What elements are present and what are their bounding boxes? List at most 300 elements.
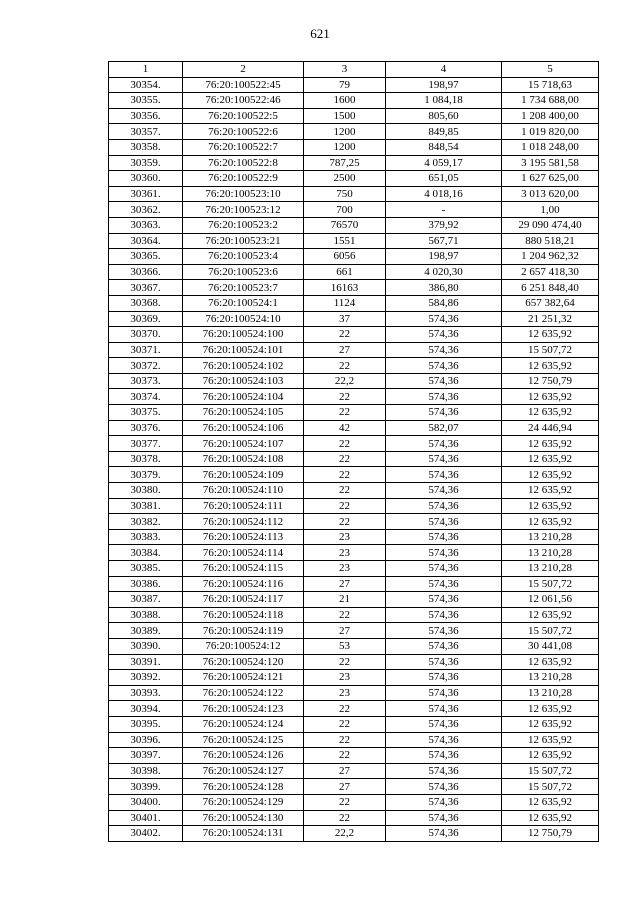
row-number-cell: 30402. — [109, 826, 183, 842]
table-row — [109, 405, 599, 421]
unit-value-cell: 574,36 — [386, 561, 502, 577]
area-cell: 21 — [304, 592, 386, 608]
table-row — [109, 685, 599, 701]
unit-value-cell: 849,85 — [386, 124, 502, 140]
row-number-cell: 30354. — [109, 77, 183, 93]
area-cell: 79 — [304, 77, 386, 93]
unit-value-cell: 574,36 — [386, 716, 502, 732]
area-cell: 1200 — [304, 124, 386, 140]
cadastral-table — [108, 61, 599, 842]
table-row — [109, 389, 599, 405]
row-number-cell: 30370. — [109, 327, 183, 343]
total-value-cell: 30 441,08 — [502, 638, 599, 654]
column-header-5: 5 — [502, 62, 599, 78]
cadastral-number-cell: 76:20:100524:10 — [183, 311, 304, 327]
table-row — [109, 217, 599, 233]
row-number-cell: 30363. — [109, 217, 183, 233]
area-cell: 22 — [304, 654, 386, 670]
table-row — [109, 108, 599, 124]
column-header-1: 1 — [109, 62, 183, 78]
area-cell: 22 — [304, 389, 386, 405]
row-number-cell: 30358. — [109, 139, 183, 155]
cadastral-number-cell: 76:20:100524:113 — [183, 529, 304, 545]
area-cell: 22 — [304, 748, 386, 764]
total-value-cell: 12 635,92 — [502, 748, 599, 764]
unit-value-cell: 574,36 — [386, 701, 502, 717]
cadastral-number-cell: 76:20:100524:1 — [183, 295, 304, 311]
table-row — [109, 264, 599, 280]
total-value-cell: 13 210,28 — [502, 545, 599, 561]
area-cell: 22 — [304, 794, 386, 810]
row-number-cell: 30388. — [109, 607, 183, 623]
unit-value-cell: 574,36 — [386, 529, 502, 545]
cadastral-number-cell: 76:20:100522:6 — [183, 124, 304, 140]
table-row — [109, 592, 599, 608]
total-value-cell: 12 635,92 — [502, 327, 599, 343]
table-row — [109, 77, 599, 93]
cadastral-number-cell: 76:20:100524:127 — [183, 763, 304, 779]
area-cell: 22 — [304, 483, 386, 499]
row-number-cell: 30392. — [109, 670, 183, 686]
unit-value-cell: 574,36 — [386, 576, 502, 592]
total-value-cell: 12 635,92 — [502, 405, 599, 421]
table-row — [109, 670, 599, 686]
table-row — [109, 139, 599, 155]
total-value-cell: 12 061,56 — [502, 592, 599, 608]
column-header-3: 3 — [304, 62, 386, 78]
unit-value-cell: 574,36 — [386, 467, 502, 483]
unit-value-cell: 386,80 — [386, 280, 502, 296]
total-value-cell: 12 635,92 — [502, 654, 599, 670]
row-number-cell: 30393. — [109, 685, 183, 701]
table-row — [109, 186, 599, 202]
cadastral-number-cell: 76:20:100522:45 — [183, 77, 304, 93]
unit-value-cell: 574,36 — [386, 810, 502, 826]
row-number-cell: 30377. — [109, 436, 183, 452]
table-row — [109, 342, 599, 358]
table-row — [109, 732, 599, 748]
unit-value-cell: 574,36 — [386, 794, 502, 810]
total-value-cell: 2 657 418,30 — [502, 264, 599, 280]
row-number-cell: 30362. — [109, 202, 183, 218]
row-number-cell: 30355. — [109, 93, 183, 109]
cadastral-number-cell: 76:20:100524:110 — [183, 483, 304, 499]
row-number-cell: 30359. — [109, 155, 183, 171]
table-row — [109, 561, 599, 577]
cadastral-number-cell: 76:20:100523:12 — [183, 202, 304, 218]
area-cell: 23 — [304, 670, 386, 686]
total-value-cell: 15 507,72 — [502, 763, 599, 779]
cadastral-number-cell: 76:20:100524:103 — [183, 373, 304, 389]
unit-value-cell: 198,97 — [386, 77, 502, 93]
area-cell: 22 — [304, 716, 386, 732]
cadastral-number-cell: 76:20:100524:102 — [183, 358, 304, 374]
row-number-cell: 30398. — [109, 763, 183, 779]
unit-value-cell: 574,36 — [386, 373, 502, 389]
total-value-cell: 29 090 474,40 — [502, 217, 599, 233]
row-number-cell: 30360. — [109, 171, 183, 187]
area-cell: 23 — [304, 685, 386, 701]
area-cell: 37 — [304, 311, 386, 327]
area-cell: 22 — [304, 514, 386, 530]
total-value-cell: 12 750,79 — [502, 373, 599, 389]
unit-value-cell: 574,36 — [386, 436, 502, 452]
table-row — [109, 280, 599, 296]
total-value-cell: 12 635,92 — [502, 483, 599, 499]
total-value-cell: 13 210,28 — [502, 561, 599, 577]
cadastral-number-cell: 76:20:100524:107 — [183, 436, 304, 452]
cadastral-number-cell: 76:20:100524:121 — [183, 670, 304, 686]
table-row — [109, 451, 599, 467]
row-number-cell: 30371. — [109, 342, 183, 358]
table-row — [109, 436, 599, 452]
row-number-cell: 30394. — [109, 701, 183, 717]
total-value-cell: 1 019 820,00 — [502, 124, 599, 140]
total-value-cell: 12 635,92 — [502, 701, 599, 717]
unit-value-cell: 574,36 — [386, 389, 502, 405]
row-number-cell: 30381. — [109, 498, 183, 514]
area-cell: 22 — [304, 327, 386, 343]
table-row — [109, 171, 599, 187]
row-number-cell: 30401. — [109, 810, 183, 826]
unit-value-cell: 574,36 — [386, 545, 502, 561]
unit-value-cell: 574,36 — [386, 405, 502, 421]
cadastral-number-cell: 76:20:100524:130 — [183, 810, 304, 826]
table-row — [109, 810, 599, 826]
cadastral-number-cell: 76:20:100524:120 — [183, 654, 304, 670]
total-value-cell: 12 635,92 — [502, 389, 599, 405]
area-cell: 2500 — [304, 171, 386, 187]
table-header-row — [109, 62, 599, 78]
total-value-cell: 1 734 688,00 — [502, 93, 599, 109]
row-number-cell: 30378. — [109, 451, 183, 467]
cadastral-number-cell: 76:20:100524:126 — [183, 748, 304, 764]
unit-value-cell: 574,36 — [386, 623, 502, 639]
unit-value-cell: 574,36 — [386, 670, 502, 686]
area-cell: 1500 — [304, 108, 386, 124]
table-row — [109, 467, 599, 483]
row-number-cell: 30390. — [109, 638, 183, 654]
table-row — [109, 124, 599, 140]
total-value-cell: 21 251,32 — [502, 311, 599, 327]
unit-value-cell: 805,60 — [386, 108, 502, 124]
unit-value-cell: 574,36 — [386, 451, 502, 467]
row-number-cell: 30399. — [109, 779, 183, 795]
row-number-cell: 30389. — [109, 623, 183, 639]
area-cell: 27 — [304, 576, 386, 592]
cadastral-number-cell: 76:20:100524:116 — [183, 576, 304, 592]
row-number-cell: 30361. — [109, 186, 183, 202]
total-value-cell: 12 635,92 — [502, 514, 599, 530]
unit-value-cell: 574,36 — [386, 311, 502, 327]
area-cell: 1551 — [304, 233, 386, 249]
total-value-cell: 24 446,94 — [502, 420, 599, 436]
total-value-cell: 15 507,72 — [502, 576, 599, 592]
total-value-cell: 15 507,72 — [502, 779, 599, 795]
unit-value-cell: 4 020,30 — [386, 264, 502, 280]
cadastral-number-cell: 76:20:100522:8 — [183, 155, 304, 171]
unit-value-cell: 4 059,17 — [386, 155, 502, 171]
area-cell: 53 — [304, 638, 386, 654]
cadastral-number-cell: 76:20:100524:129 — [183, 794, 304, 810]
cadastral-number-cell: 76:20:100524:101 — [183, 342, 304, 358]
total-value-cell: 1 018 248,00 — [502, 139, 599, 155]
cadastral-number-cell: 76:20:100524:112 — [183, 514, 304, 530]
unit-value-cell: 574,36 — [386, 358, 502, 374]
total-value-cell: 15 507,72 — [502, 342, 599, 358]
cadastral-number-cell: 76:20:100522:5 — [183, 108, 304, 124]
total-value-cell: 13 210,28 — [502, 670, 599, 686]
unit-value-cell: 848,54 — [386, 139, 502, 155]
table-row — [109, 93, 599, 109]
table-row — [109, 373, 599, 389]
total-value-cell: 15 507,72 — [502, 623, 599, 639]
total-value-cell: 657 382,64 — [502, 295, 599, 311]
area-cell: 22,2 — [304, 373, 386, 389]
row-number-cell: 30357. — [109, 124, 183, 140]
total-value-cell: 12 635,92 — [502, 498, 599, 514]
unit-value-cell: 651,05 — [386, 171, 502, 187]
cadastral-number-cell: 76:20:100523:2 — [183, 217, 304, 233]
table-row — [109, 607, 599, 623]
cadastral-number-cell: 76:20:100522:9 — [183, 171, 304, 187]
table-row — [109, 202, 599, 218]
total-value-cell: 1,00 — [502, 202, 599, 218]
area-cell: 42 — [304, 420, 386, 436]
cadastral-number-cell: 76:20:100524:104 — [183, 389, 304, 405]
row-number-cell: 30369. — [109, 311, 183, 327]
cadastral-number-cell: 76:20:100523:10 — [183, 186, 304, 202]
total-value-cell: 12 635,92 — [502, 436, 599, 452]
total-value-cell: 12 750,79 — [502, 826, 599, 842]
area-cell: 22 — [304, 607, 386, 623]
area-cell: 22 — [304, 436, 386, 452]
area-cell: 27 — [304, 779, 386, 795]
unit-value-cell: 574,36 — [386, 763, 502, 779]
row-number-cell: 30379. — [109, 467, 183, 483]
table-body — [109, 77, 599, 841]
total-value-cell: 12 635,92 — [502, 732, 599, 748]
total-value-cell: 12 635,92 — [502, 451, 599, 467]
unit-value-cell: 574,36 — [386, 498, 502, 514]
cadastral-number-cell: 76:20:100524:125 — [183, 732, 304, 748]
area-cell: 6056 — [304, 249, 386, 265]
row-number-cell: 30374. — [109, 389, 183, 405]
row-number-cell: 30365. — [109, 249, 183, 265]
area-cell: 22 — [304, 810, 386, 826]
row-number-cell: 30366. — [109, 264, 183, 280]
total-value-cell: 1 204 962,32 — [502, 249, 599, 265]
row-number-cell: 30386. — [109, 576, 183, 592]
area-cell: 750 — [304, 186, 386, 202]
area-cell: 76570 — [304, 217, 386, 233]
row-number-cell: 30391. — [109, 654, 183, 670]
cadastral-number-cell: 76:20:100524:111 — [183, 498, 304, 514]
cadastral-number-cell: 76:20:100524:105 — [183, 405, 304, 421]
unit-value-cell: 574,36 — [386, 826, 502, 842]
cadastral-number-cell: 76:20:100523:21 — [183, 233, 304, 249]
row-number-cell: 30376. — [109, 420, 183, 436]
area-cell: 23 — [304, 545, 386, 561]
area-cell: 22 — [304, 405, 386, 421]
table-row — [109, 716, 599, 732]
table-row — [109, 529, 599, 545]
unit-value-cell: 574,36 — [386, 514, 502, 530]
page-number: 621 — [310, 26, 330, 41]
cadastral-number-cell: 76:20:100524:119 — [183, 623, 304, 639]
total-value-cell: 880 518,21 — [502, 233, 599, 249]
total-value-cell: 1 627 625,00 — [502, 171, 599, 187]
area-cell: 1600 — [304, 93, 386, 109]
table-row — [109, 826, 599, 842]
cadastral-number-cell: 76:20:100524:100 — [183, 327, 304, 343]
row-number-cell: 30373. — [109, 373, 183, 389]
cadastral-number-cell: 76:20:100524:128 — [183, 779, 304, 795]
unit-value-cell: 574,36 — [386, 592, 502, 608]
total-value-cell: 12 635,92 — [502, 716, 599, 732]
area-cell: 27 — [304, 342, 386, 358]
area-cell: 661 — [304, 264, 386, 280]
area-cell: 23 — [304, 561, 386, 577]
unit-value-cell: 584,86 — [386, 295, 502, 311]
row-number-cell: 30367. — [109, 280, 183, 296]
cadastral-number-cell: 76:20:100522:46 — [183, 93, 304, 109]
column-header-4: 4 — [386, 62, 502, 78]
unit-value-cell: 574,36 — [386, 685, 502, 701]
unit-value-cell: 574,36 — [386, 638, 502, 654]
table-row — [109, 311, 599, 327]
total-value-cell: 12 635,92 — [502, 607, 599, 623]
cadastral-number-cell: 76:20:100524:108 — [183, 451, 304, 467]
row-number-cell: 30400. — [109, 794, 183, 810]
unit-value-cell: 567,71 — [386, 233, 502, 249]
table-row — [109, 155, 599, 171]
table-row — [109, 295, 599, 311]
cadastral-number-cell: 76:20:100524:118 — [183, 607, 304, 623]
table-row — [109, 794, 599, 810]
total-value-cell: 15 718,63 — [502, 77, 599, 93]
cadastral-number-cell: 76:20:100524:131 — [183, 826, 304, 842]
unit-value-cell: 574,36 — [386, 732, 502, 748]
row-number-cell: 30380. — [109, 483, 183, 499]
unit-value-cell: 198,97 — [386, 249, 502, 265]
row-number-cell: 30395. — [109, 716, 183, 732]
area-cell: 22 — [304, 498, 386, 514]
column-header-2: 2 — [183, 62, 304, 78]
table-row — [109, 748, 599, 764]
area-cell: 23 — [304, 529, 386, 545]
unit-value-cell: 1 084,18 — [386, 93, 502, 109]
cadastral-number-cell: 76:20:100524:123 — [183, 701, 304, 717]
cadastral-number-cell: 76:20:100524:12 — [183, 638, 304, 654]
table-row — [109, 576, 599, 592]
cadastral-number-cell: 76:20:100524:124 — [183, 716, 304, 732]
row-number-cell: 30385. — [109, 561, 183, 577]
table-row — [109, 623, 599, 639]
cadastral-number-cell: 76:20:100523:7 — [183, 280, 304, 296]
row-number-cell: 30375. — [109, 405, 183, 421]
unit-value-cell: 582,07 — [386, 420, 502, 436]
total-value-cell: 12 635,92 — [502, 810, 599, 826]
unit-value-cell: 574,36 — [386, 483, 502, 499]
area-cell: 22 — [304, 451, 386, 467]
area-cell: 16163 — [304, 280, 386, 296]
unit-value-cell: 574,36 — [386, 779, 502, 795]
total-value-cell: 12 635,92 — [502, 358, 599, 374]
cadastral-number-cell: 76:20:100523:4 — [183, 249, 304, 265]
cadastral-number-cell: 76:20:100524:106 — [183, 420, 304, 436]
total-value-cell: 3 013 620,00 — [502, 186, 599, 202]
area-cell: 22 — [304, 732, 386, 748]
cadastral-number-cell: 76:20:100524:117 — [183, 592, 304, 608]
table-row — [109, 545, 599, 561]
total-value-cell: 13 210,28 — [502, 685, 599, 701]
row-number-cell: 30368. — [109, 295, 183, 311]
cadastral-number-cell: 76:20:100523:6 — [183, 264, 304, 280]
table-row — [109, 327, 599, 343]
table-row — [109, 358, 599, 374]
unit-value-cell: 379,92 — [386, 217, 502, 233]
table-row — [109, 638, 599, 654]
row-number-cell: 30372. — [109, 358, 183, 374]
unit-value-cell: 4 018,16 — [386, 186, 502, 202]
unit-value-cell: 574,36 — [386, 327, 502, 343]
unit-value-cell: 574,36 — [386, 748, 502, 764]
total-value-cell: 12 635,92 — [502, 467, 599, 483]
row-number-cell: 30397. — [109, 748, 183, 764]
cadastral-number-cell: 76:20:100522:7 — [183, 139, 304, 155]
total-value-cell: 6 251 848,40 — [502, 280, 599, 296]
table-row — [109, 701, 599, 717]
area-cell: 787,25 — [304, 155, 386, 171]
table-row — [109, 498, 599, 514]
unit-value-cell: 574,36 — [386, 342, 502, 358]
area-cell: 27 — [304, 763, 386, 779]
cadastral-number-cell: 76:20:100524:114 — [183, 545, 304, 561]
row-number-cell: 30383. — [109, 529, 183, 545]
total-value-cell: 1 208 400,00 — [502, 108, 599, 124]
total-value-cell: 12 635,92 — [502, 794, 599, 810]
area-cell: 700 — [304, 202, 386, 218]
cadastral-number-cell: 76:20:100524:122 — [183, 685, 304, 701]
area-cell: 22 — [304, 467, 386, 483]
total-value-cell: 13 210,28 — [502, 529, 599, 545]
unit-value-cell: 574,36 — [386, 607, 502, 623]
table-row — [109, 779, 599, 795]
area-cell: 1200 — [304, 139, 386, 155]
area-cell: 22 — [304, 358, 386, 374]
table-row — [109, 420, 599, 436]
row-number-cell: 30364. — [109, 233, 183, 249]
table-row — [109, 249, 599, 265]
table-row — [109, 483, 599, 499]
row-number-cell: 30356. — [109, 108, 183, 124]
table-row — [109, 514, 599, 530]
cadastral-number-cell: 76:20:100524:115 — [183, 561, 304, 577]
area-cell: 22 — [304, 701, 386, 717]
row-number-cell: 30384. — [109, 545, 183, 561]
table-row — [109, 654, 599, 670]
row-number-cell: 30387. — [109, 592, 183, 608]
table-row — [109, 763, 599, 779]
unit-value-cell: 574,36 — [386, 654, 502, 670]
row-number-cell: 30396. — [109, 732, 183, 748]
area-cell: 22,2 — [304, 826, 386, 842]
table-row — [109, 233, 599, 249]
cadastral-number-cell: 76:20:100524:109 — [183, 467, 304, 483]
total-value-cell: 3 195 581,58 — [502, 155, 599, 171]
area-cell: 27 — [304, 623, 386, 639]
